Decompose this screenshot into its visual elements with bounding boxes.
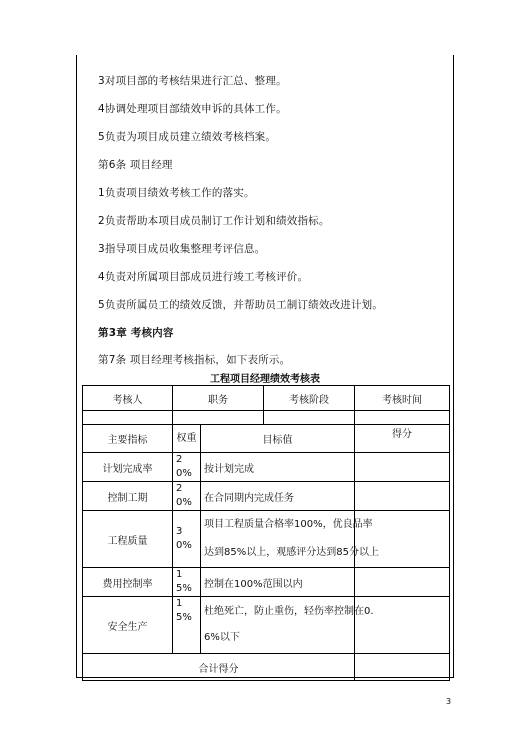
indicator-cell: 安全生产 xyxy=(83,597,173,654)
table-title: 工程项目经理绩效考核表 xyxy=(210,374,320,385)
weight-cell: 15% xyxy=(173,597,201,654)
total-score-cell xyxy=(355,654,450,681)
table-row xyxy=(83,453,450,482)
header-row xyxy=(83,386,450,411)
weight-cell: 20% xyxy=(173,482,201,511)
stage-value xyxy=(264,411,355,425)
target-line: 按计划完成 xyxy=(204,463,254,475)
assessor-label: 考核人 xyxy=(83,386,173,411)
weight-header: 权重 xyxy=(173,425,201,453)
assessor-value xyxy=(83,411,173,425)
time-value xyxy=(355,411,450,425)
target-cell xyxy=(201,597,374,654)
time-label: 考核时间 xyxy=(355,386,450,411)
pm-duty-line-5: 5负责所属员工的绩效反馈，并帮助员工制订绩效改进计划。 xyxy=(98,299,384,311)
position-label: 职务 xyxy=(173,386,264,411)
duty-line-3: 3对项目部的考核结果进行汇总、整理。 xyxy=(98,75,287,87)
column-header-row xyxy=(83,425,450,453)
weight-cell: 20% xyxy=(173,453,201,482)
total-row xyxy=(83,654,450,681)
kpi-table xyxy=(82,385,450,681)
score-cell xyxy=(355,482,450,511)
weight-cell: 15% xyxy=(173,568,201,597)
total-label: 合计得分 xyxy=(83,654,355,681)
target-line: 达到85%以上，观感评分达到85分以上 xyxy=(204,547,379,558)
indicator-cell: 工程质量 xyxy=(83,511,173,568)
target-cell xyxy=(201,511,379,568)
pm-duty-line-2: 2负责帮助本项目成员制订工作计划和绩效指标。 xyxy=(98,215,330,227)
page-number: 3 xyxy=(446,697,452,706)
target-cell xyxy=(201,482,355,511)
target-line: 控制在100%范围以内 xyxy=(204,578,303,590)
target-line: 杜绝死亡，防止重伤，轻伤率控制在0. xyxy=(204,606,374,617)
score-cell xyxy=(355,453,450,482)
table-row xyxy=(83,511,450,568)
score-cell xyxy=(355,568,450,597)
pm-duty-line-1: 1负责项目绩效考核工作的落实。 xyxy=(98,187,255,199)
indicator-cell: 控制工期 xyxy=(83,482,173,511)
blank-row xyxy=(83,411,450,425)
target-cell xyxy=(201,568,355,597)
chapter-3-heading: 第3章 考核内容 xyxy=(98,327,174,339)
position-value xyxy=(173,411,264,425)
table-row xyxy=(83,597,450,654)
indicator-cell: 计划完成率 xyxy=(83,453,173,482)
pm-duty-line-3: 3指导项目成员收集整理考评信息。 xyxy=(98,243,266,255)
target-cell xyxy=(201,453,355,482)
target-line: 项目工程质量合格率100%，优良品率 xyxy=(204,519,373,530)
score-header: 得分 xyxy=(355,425,450,453)
pm-duty-line-4: 4负责对所属项目部成员进行竣工考核评价。 xyxy=(98,271,309,283)
indicator-header: 主要指标 xyxy=(83,425,173,453)
target-line: 6%以下 xyxy=(204,632,240,643)
table-row xyxy=(83,482,450,511)
indicator-cell: 费用控制率 xyxy=(83,568,173,597)
stage-label: 考核阶段 xyxy=(264,386,355,411)
duty-line-4: 4协调处理项目部绩效申诉的具体工作。 xyxy=(98,103,287,115)
table-row xyxy=(83,568,450,597)
target-line: 在合同期内完成任务 xyxy=(204,492,294,504)
duty-line-5: 5负责为项目成员建立绩效考核档案。 xyxy=(98,131,277,143)
article-6-heading: 第6条 项目经理 xyxy=(98,159,173,171)
weight-cell: 30% xyxy=(173,511,201,568)
target-header: 目标值 xyxy=(201,425,355,453)
article-7-intro: 第7条 项目经理考核指标，如下表所示。 xyxy=(98,354,291,366)
